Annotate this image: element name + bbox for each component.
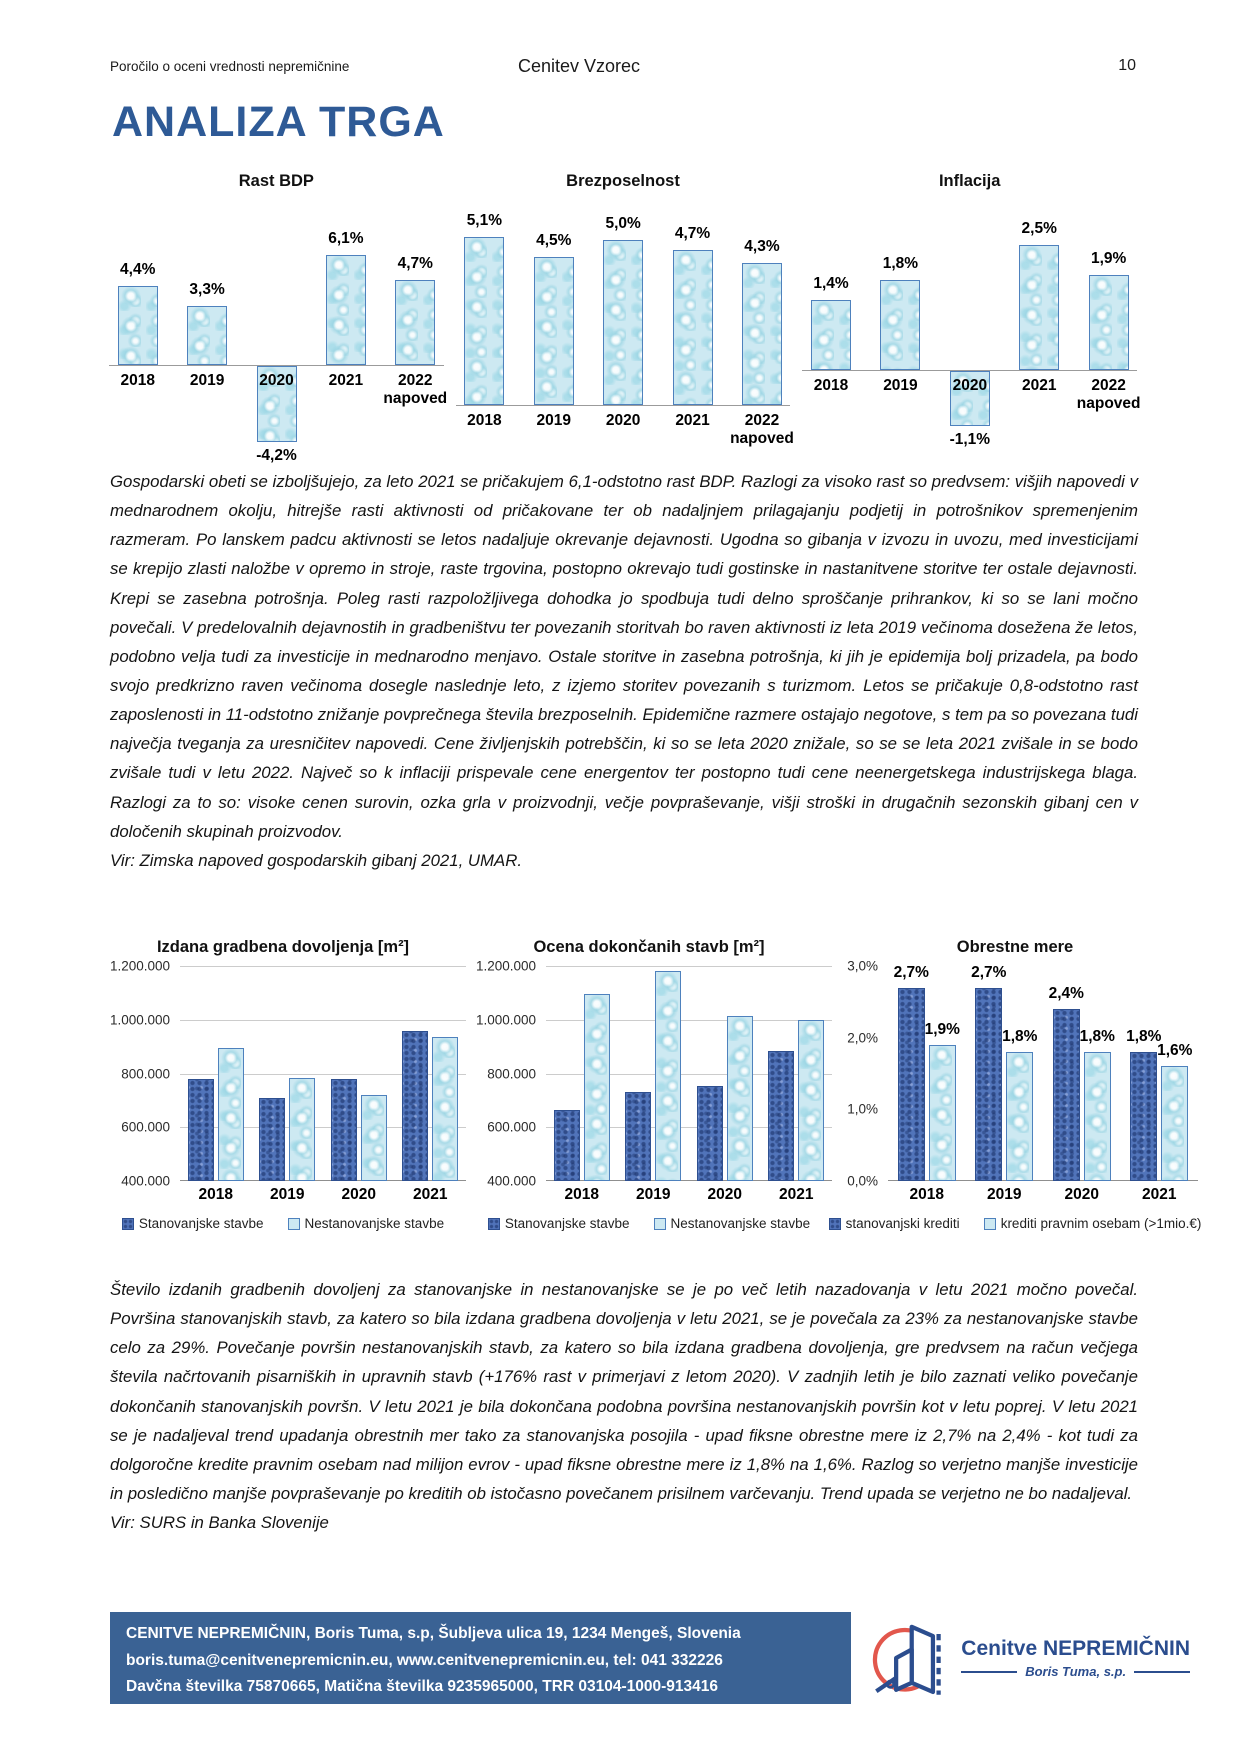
bar — [603, 240, 643, 405]
bar — [361, 1095, 387, 1181]
document-title: Cenitev Vzorec — [518, 56, 641, 76]
bar-value-label: 4,5% — [536, 231, 572, 249]
legend-swatch — [829, 1218, 841, 1230]
category-label: 2022 napoved — [1074, 377, 1143, 413]
category-label: 2020 — [707, 1186, 742, 1203]
category-label: 2022 napoved — [381, 372, 450, 408]
category-label: 2021 — [1021, 377, 1057, 394]
chart-legend — [466, 1216, 832, 1231]
bar — [554, 1110, 580, 1181]
legend-label: stanovanjski krediti — [845, 1216, 960, 1231]
brand-rule-right — [1134, 1671, 1190, 1673]
bar — [673, 250, 713, 405]
brand-rule-left — [961, 1671, 1017, 1673]
chart-plot — [546, 966, 832, 1181]
y-tick-label: 0,0% — [847, 1173, 878, 1189]
chart-title: Inflacija — [938, 172, 1001, 190]
brand-name: NEPREMIČNIN — [1042, 1637, 1190, 1660]
bar — [798, 1020, 824, 1181]
report-type-label: Poročilo o oceni vrednosti nepremičnine — [110, 59, 350, 74]
bar — [625, 1092, 651, 1181]
bar-value-label: 4,7% — [674, 224, 711, 242]
bar-value-label: 2,7% — [893, 963, 929, 981]
bar-value-label: -1,1% — [949, 431, 991, 448]
category-label: 2018 — [467, 412, 502, 429]
y-tick-label: 1.000.000 — [109, 1012, 170, 1028]
chart-dokoncane-stavbe — [466, 938, 832, 1258]
paragraph-text: Število izdanih gradbenih dovoljenj za stanovanjske in nestanovanjske se je po več letih nazadovanja v letu 2021 močno povečal. Površina stanovanjskih stavb, za katero so bila izdana gradbena dovoljenja v letu 2021, se je povečala za 23% za nestanovanjske stavbe celo za 29%. Povečanje površin nestanovanjskih stavb, za katero so bila izdana gradbena dovoljenja, gre predvsem na račun večjega števila načrtovanih pisarniških in upravnih stavb (+176% rast v primerjavi z letom 2020). V zadnjih letih je bilo zaznati veliko povečanje dokončanih stanovanjskih površn. V letu 2021 je bila dokončana podobna površina nestanovanjskih površin kot v letu poprej. V letu 2021 se je nadaljeval trend upadanja obrestnih mer tako za stanovanjska posojila - upad fiksne obrestne mere iz 2,7% na 2,4% - kot tudi za dolgoročne kredite pravnim osebam nad milijon evrov - upad fiksne obrestne mere iz 1,8% na 1,6%. Razlog so verjetno manjše investicije in posledično manjše povpraševanje po kreditih ob istočasno povečanem prisilnem varčevanju. Trend upada se verjetno ne bo nadaljeval. — [110, 1280, 1138, 1503]
category-note: napoved — [383, 390, 448, 407]
category-label: 2020 — [952, 377, 988, 394]
bar — [742, 263, 782, 405]
category-label: 2020 — [341, 1186, 376, 1203]
bar-value-label: 1,8% — [1079, 1028, 1115, 1045]
legend-item — [654, 1216, 811, 1231]
legend-swatch — [288, 1218, 300, 1230]
charts-row-construction — [100, 938, 1202, 1258]
bar-value-label: 1,4% — [813, 275, 849, 292]
bar — [811, 300, 851, 370]
category-label: 2018 — [198, 1186, 233, 1203]
y-axis — [100, 958, 180, 1189]
legend-item — [829, 1216, 960, 1231]
bar — [880, 280, 920, 370]
bar — [432, 1037, 458, 1181]
bar — [975, 988, 1002, 1182]
y-tick-label: 800.000 — [487, 1066, 536, 1081]
y-tick-label: 400.000 — [487, 1173, 536, 1189]
y-tick-label: 1.200.000 — [109, 958, 170, 974]
footer-line-contact: boris.tuma@cenitvenepremicnin.eu, www.cenitvenepremicnin.eu, tel: 041 332226 — [126, 1651, 723, 1669]
legend-swatch — [984, 1218, 996, 1230]
chart-rast-bdp — [103, 172, 450, 472]
y-tick-label: 600.000 — [487, 1119, 536, 1135]
legend-item — [488, 1216, 630, 1231]
bar — [534, 257, 574, 406]
y-tick-label: 400.000 — [121, 1173, 170, 1189]
legend-label: Stanovanjske stavbe — [138, 1216, 264, 1231]
bar — [289, 1078, 315, 1181]
company-logo-icon — [865, 1616, 957, 1700]
bar — [1161, 1066, 1188, 1181]
bar-value-label: 6,1% — [328, 230, 364, 248]
category-row — [546, 1186, 832, 1204]
category-label: 2018 — [813, 377, 849, 394]
category-label: 2021 — [675, 412, 710, 429]
category-row — [888, 1186, 1198, 1204]
legend-swatch — [654, 1218, 666, 1230]
chart-plot — [450, 200, 797, 452]
bar-value-label: 5,0% — [605, 215, 641, 232]
chart-gradbena-dovoljenja — [100, 938, 466, 1258]
category-note: napoved — [1076, 395, 1141, 412]
bar — [464, 237, 504, 405]
bar-value-label: 2,4% — [1048, 985, 1084, 1002]
bar-value-label: 1,9% — [924, 1020, 960, 1038]
legend-swatch — [488, 1218, 500, 1230]
legend-label: Stanovanjske stavbe — [504, 1216, 630, 1231]
charts-row-macro — [103, 172, 1143, 472]
category-label: 2020 — [1064, 1186, 1099, 1203]
bar — [1089, 275, 1129, 370]
chart-plot — [888, 963, 1198, 1181]
chart-body — [466, 958, 832, 1189]
bar-value-label: 4,7% — [397, 255, 433, 273]
bar-value-label: 2,7% — [971, 963, 1007, 981]
brand-prefix: Cenitve — [961, 1637, 1038, 1660]
category-label: 2019 — [270, 1186, 305, 1203]
chart-title: Ocena dokončanih stavb [m²] — [533, 938, 765, 956]
bar — [768, 1051, 794, 1181]
legend-label: Nestanovanjske stavbe — [304, 1216, 445, 1231]
category-label: 2019 — [189, 372, 225, 389]
chart-plot — [796, 200, 1143, 452]
chart-body — [832, 958, 1198, 1189]
company-contact-box — [110, 1612, 851, 1704]
bar — [259, 1098, 285, 1181]
chart-inflacija — [796, 172, 1143, 472]
brand-owner: Boris Tuma, s.p. — [1025, 1664, 1127, 1679]
gridline — [180, 966, 466, 967]
legend-item — [122, 1216, 264, 1231]
chart-legend — [100, 1216, 466, 1231]
category-label: 2021 — [1142, 1186, 1177, 1203]
bar — [655, 971, 681, 1181]
bar-value-label: 1,6% — [1157, 1042, 1193, 1060]
bar — [1130, 1052, 1157, 1181]
legend-label: Nestanovanjske stavbe — [670, 1216, 811, 1231]
gridline — [546, 966, 832, 967]
bar-value-label: 4,3% — [744, 238, 780, 256]
page-footer — [110, 1612, 1190, 1704]
footer-line-registration: Davčna številka 75870665, Matična številka 9235965000, TRR 03104-1000-913416 — [126, 1678, 719, 1696]
chart-legend — [832, 1216, 1202, 1231]
page-number: 10 — [1118, 57, 1136, 74]
bar — [187, 306, 227, 365]
bar-value-label: 1,9% — [1090, 250, 1127, 267]
legend-item — [288, 1216, 445, 1231]
chart-plot — [180, 966, 466, 1181]
bar-value-label: -4,2% — [256, 446, 297, 464]
category-label: 2021 — [413, 1186, 448, 1203]
y-axis — [466, 958, 546, 1189]
legend-label: krediti pravnim osebam (>1mio.€) — [1000, 1216, 1202, 1231]
category-label: 2022 napoved — [727, 412, 796, 448]
category-label: 2020 — [605, 412, 641, 429]
category-label: 2020 — [259, 372, 294, 389]
chart-plot — [103, 200, 450, 464]
category-note: napoved — [730, 430, 794, 447]
paragraph-text: Gospodarski obeti se izboljšujejo, za leto 2021 se pričakujem 6,1-odstotno rast BDP. Razlogi za visoko rast so predvsem: višjih napovedi v mednarodnem okolju, hitrejše rasti aktivnosti od pričakovane ter ob nadaljnjem prilagajanju podjetij in potrošnikov spremenjenim razmeram. Po lanskem padcu aktivnosti se letos nadaljuje okrevanje dejavnosti. Ugodna so gibanja v izvozu in uvozu, med investicijami se krepijo zlasti naložbe v opremo in stroje, raste trgovina, postopno okrevajo tudi gostinske in nastanitvene storitve ter ostale dejavnosti. Krepi se zasebna potrošnja. Poleg rasti razpoložljivega dohodka jo spodbuja tudi delno sproščanje prihrankov, ki so se lani močno povečali. V predelovalnih dejavnostih in gradbeništvu ter povezanih storitvah bo raven aktivnosti iz leta 2019 večinoma dosežena že letos, podobno velja tudi za investicije in mednarodno menjavo. Ostale storitve in zasebna potrošnja, ki jih je epidemija bolj prizadela, pa bodo svojo predkrizno raven večinoma dosegle naslednje leto, z izjemo storitev povezanih s turizmom. Letos se pričakuje 0,8-odstotno rast zaposlenosti in 11-odstotno znižanje povprečnega števila brezposelnih. Epidemične razmere ostajajo negotove, s tem pa so povezana tudi največja tveganja za uresničitev napovedi. Cene življenjskih potrebščin, ki so se leta 2020 znižale, so se se leta 2021 zvišale in se bodo zvišale tudi v letu 2022. Največ so k inflaciji prispevale cene energentov ter postopno tudi cene neenergetskega industrijskega blaga. Razlogi za to so: visoke cenen surovin, ozka grla v proizvodnji, večje povpraševanje, višji stroški in drugačnih sezonskih gibanj cen v določenih skupinah proizvodov. — [110, 472, 1138, 841]
y-tick-label: 2,0% — [847, 1030, 878, 1046]
bar — [1006, 1052, 1033, 1181]
y-tick-label: 1.000.000 — [475, 1012, 536, 1028]
chart-title: Izdana gradbena dovoljenja [m²] — [156, 938, 410, 956]
chart-title: Brezposelnost — [566, 172, 680, 190]
category-label: 2018 — [909, 1186, 944, 1203]
legend-item — [984, 1216, 1202, 1231]
chart-body — [100, 958, 466, 1189]
bar — [331, 1079, 357, 1181]
gridline — [180, 1020, 466, 1021]
bar-value-label: 2,5% — [1021, 220, 1057, 237]
category-label: 2018 — [120, 372, 155, 389]
footer-line-address: CENITVE NEPREMIČNIN, Boris Tuma, s.p, Šubljeva ulica 19, 1234 Mengeš, Slovenia — [126, 1625, 741, 1642]
market-analysis-paragraph — [110, 467, 1138, 875]
section-title: ANALIZA TRGA — [112, 98, 445, 146]
bar — [218, 1048, 244, 1181]
bar — [697, 1086, 723, 1181]
bar-value-label: 1,8% — [1002, 1028, 1038, 1045]
bar — [584, 994, 610, 1181]
bar-value-label: 4,4% — [120, 260, 156, 278]
category-label: 2019 — [536, 412, 571, 429]
category-label: 2021 — [328, 372, 364, 389]
company-brand-text — [961, 1637, 1190, 1679]
bar-value-label: 1,8% — [1126, 1028, 1162, 1045]
bar-value-label: 3,3% — [189, 280, 225, 298]
bar — [1019, 245, 1059, 370]
y-axis — [832, 958, 888, 1189]
bar — [118, 286, 158, 365]
page-header — [110, 56, 1136, 80]
bar — [326, 255, 366, 365]
bar — [402, 1031, 428, 1182]
bar — [395, 280, 435, 365]
bar-value-label: 1,8% — [882, 255, 919, 272]
y-tick-label: 1,0% — [847, 1101, 878, 1117]
chart-title: Obrestne mere — [956, 938, 1074, 956]
category-label: 2019 — [636, 1186, 671, 1203]
y-tick-label: 600.000 — [121, 1119, 170, 1135]
y-tick-label: 3,0% — [847, 958, 878, 974]
y-tick-label: 800.000 — [121, 1066, 170, 1081]
bar — [1084, 1052, 1111, 1181]
source-line: Vir: Zimska napoved gospodarskih gibanj 2021, UMAR. — [110, 850, 522, 870]
chart-obrestne-mere — [832, 938, 1202, 1258]
category-row — [180, 1186, 466, 1204]
legend-swatch — [122, 1218, 134, 1230]
bar-value-label: 5,1% — [466, 211, 503, 229]
category-label: 2019 — [883, 377, 918, 394]
source-line: Vir: SURS in Banka Slovenije — [110, 1513, 329, 1533]
category-label: 2018 — [564, 1186, 599, 1203]
bar — [898, 988, 925, 1182]
bar — [188, 1079, 214, 1181]
company-logo-area — [851, 1612, 1190, 1704]
bar — [929, 1045, 956, 1181]
category-label: 2021 — [779, 1186, 814, 1203]
construction-analysis-paragraph — [110, 1275, 1138, 1537]
chart-title: Rast BDP — [238, 172, 314, 190]
category-label: 2019 — [987, 1186, 1022, 1203]
y-tick-label: 1.200.000 — [475, 958, 536, 974]
chart-brezposelnost — [450, 172, 797, 472]
bar — [727, 1016, 753, 1181]
x-axis-line — [456, 405, 791, 406]
